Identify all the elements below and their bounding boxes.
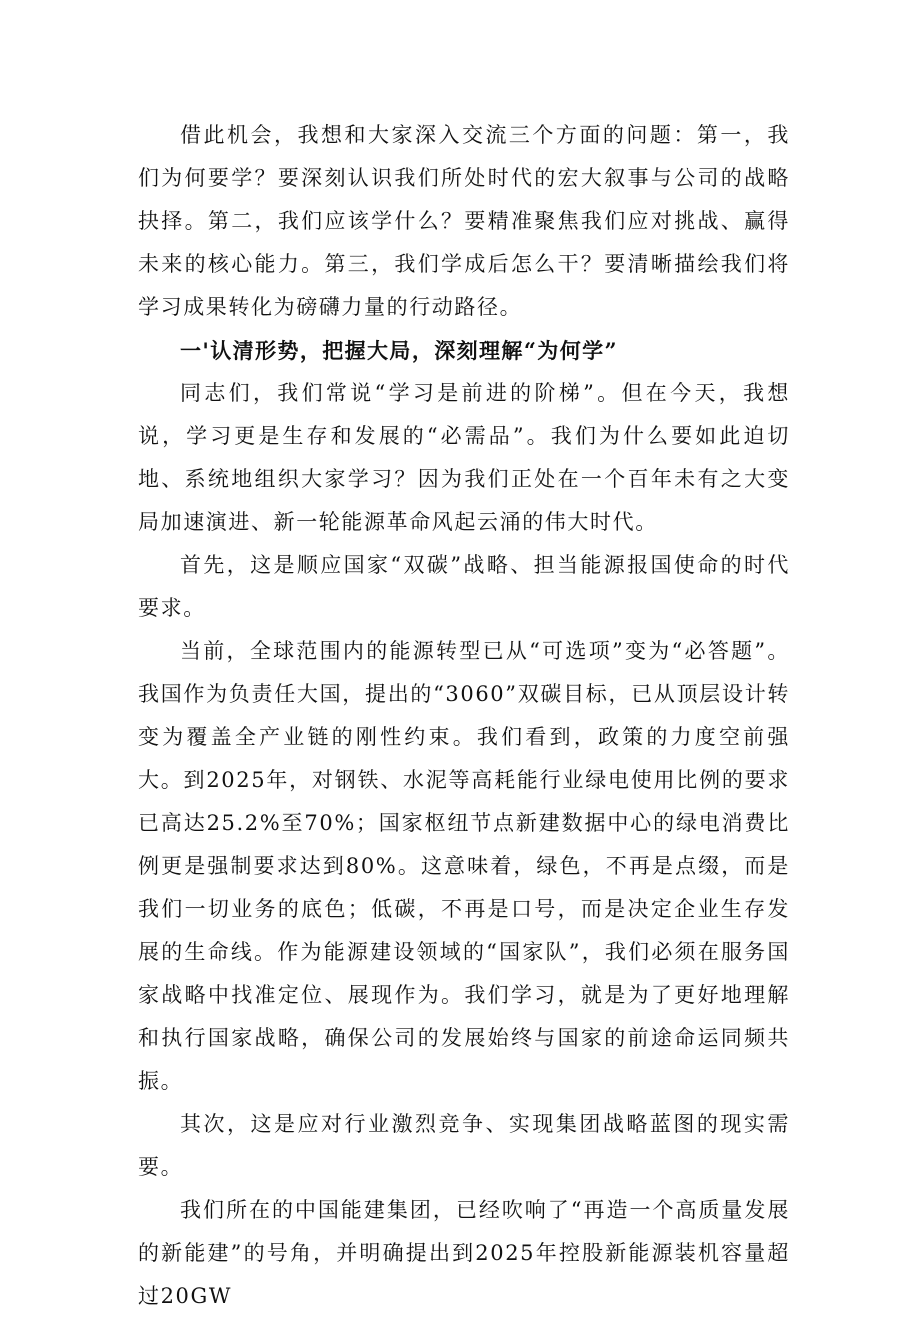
paragraph-second-point: 其次，这是应对行业激烈竞争、实现集团战略蓝图的现实需要。 bbox=[138, 1112, 790, 1179]
paragraph-first-point: 首先，这是顺应国家“双碳”战略、担当能源报国使命的时代要求。 bbox=[138, 553, 790, 620]
paragraph-group-strategy: 我们所在的中国能建集团，已经吹响了“再造一个高质量发展的新能建”的号角，并明确提出到2025年控股新能源装机容量超过20GW bbox=[138, 1198, 790, 1308]
paragraph-energy-transition: 当前，全球范围内的能源转型已从“可选项”变为“必答题”。我国作为负责任大国，提出的“3060”双碳目标，已从顶层设计转变为覆盖全产业链的刚性约束。我们看到，政策的力度空前强大。到2025年，对钢铁、水泥等高耗能行业绿电使用比例的要求已高达25.2%至70%；国家枢纽节点新建数据中心的绿电消费比例更是强制要求达到80%。这意味着，绿色，不再是点缀，而是我们一切业务的底色；低碳，不再是口号，而是决定企业生存发展的生命线。作为能源建设领域的“国家队”，我们必须在服务国家战略中找准定位、展现作为。我们学习，就是为了更好地理解和执行国家战略，确保公司的发展始终与国家的前途命运同频共振。 bbox=[138, 639, 790, 1093]
section-heading-1: 一'认清形势，把握大局，深刻理解“为何学” bbox=[180, 338, 618, 363]
intro-paragraph: 借此机会，我想和大家深入交流三个方面的问题：第一，我们为何要学？要深刻认识我们所处时代的宏大叙事与公司的战略抉择。第二，我们应该学什么？要精准聚焦我们应对挑战、赢得未来的核心能力。第三，我们学成后怎么干？要清晰描绘我们将学习成果转化为磅礴力量的行动路径。 bbox=[138, 123, 790, 319]
paragraph-comrades: 同志们，我们常说“学习是前进的阶梯”。但在今天，我想说，学习更是生存和发展的“必需品”。我们为什么要如此迫切地、系统地组织大家学习？因为我们正处在一个百年未有之大变局加速演进、新一轮能源革命风起云涌的伟大时代。 bbox=[138, 381, 790, 534]
document-body bbox=[138, 114, 790, 1318]
